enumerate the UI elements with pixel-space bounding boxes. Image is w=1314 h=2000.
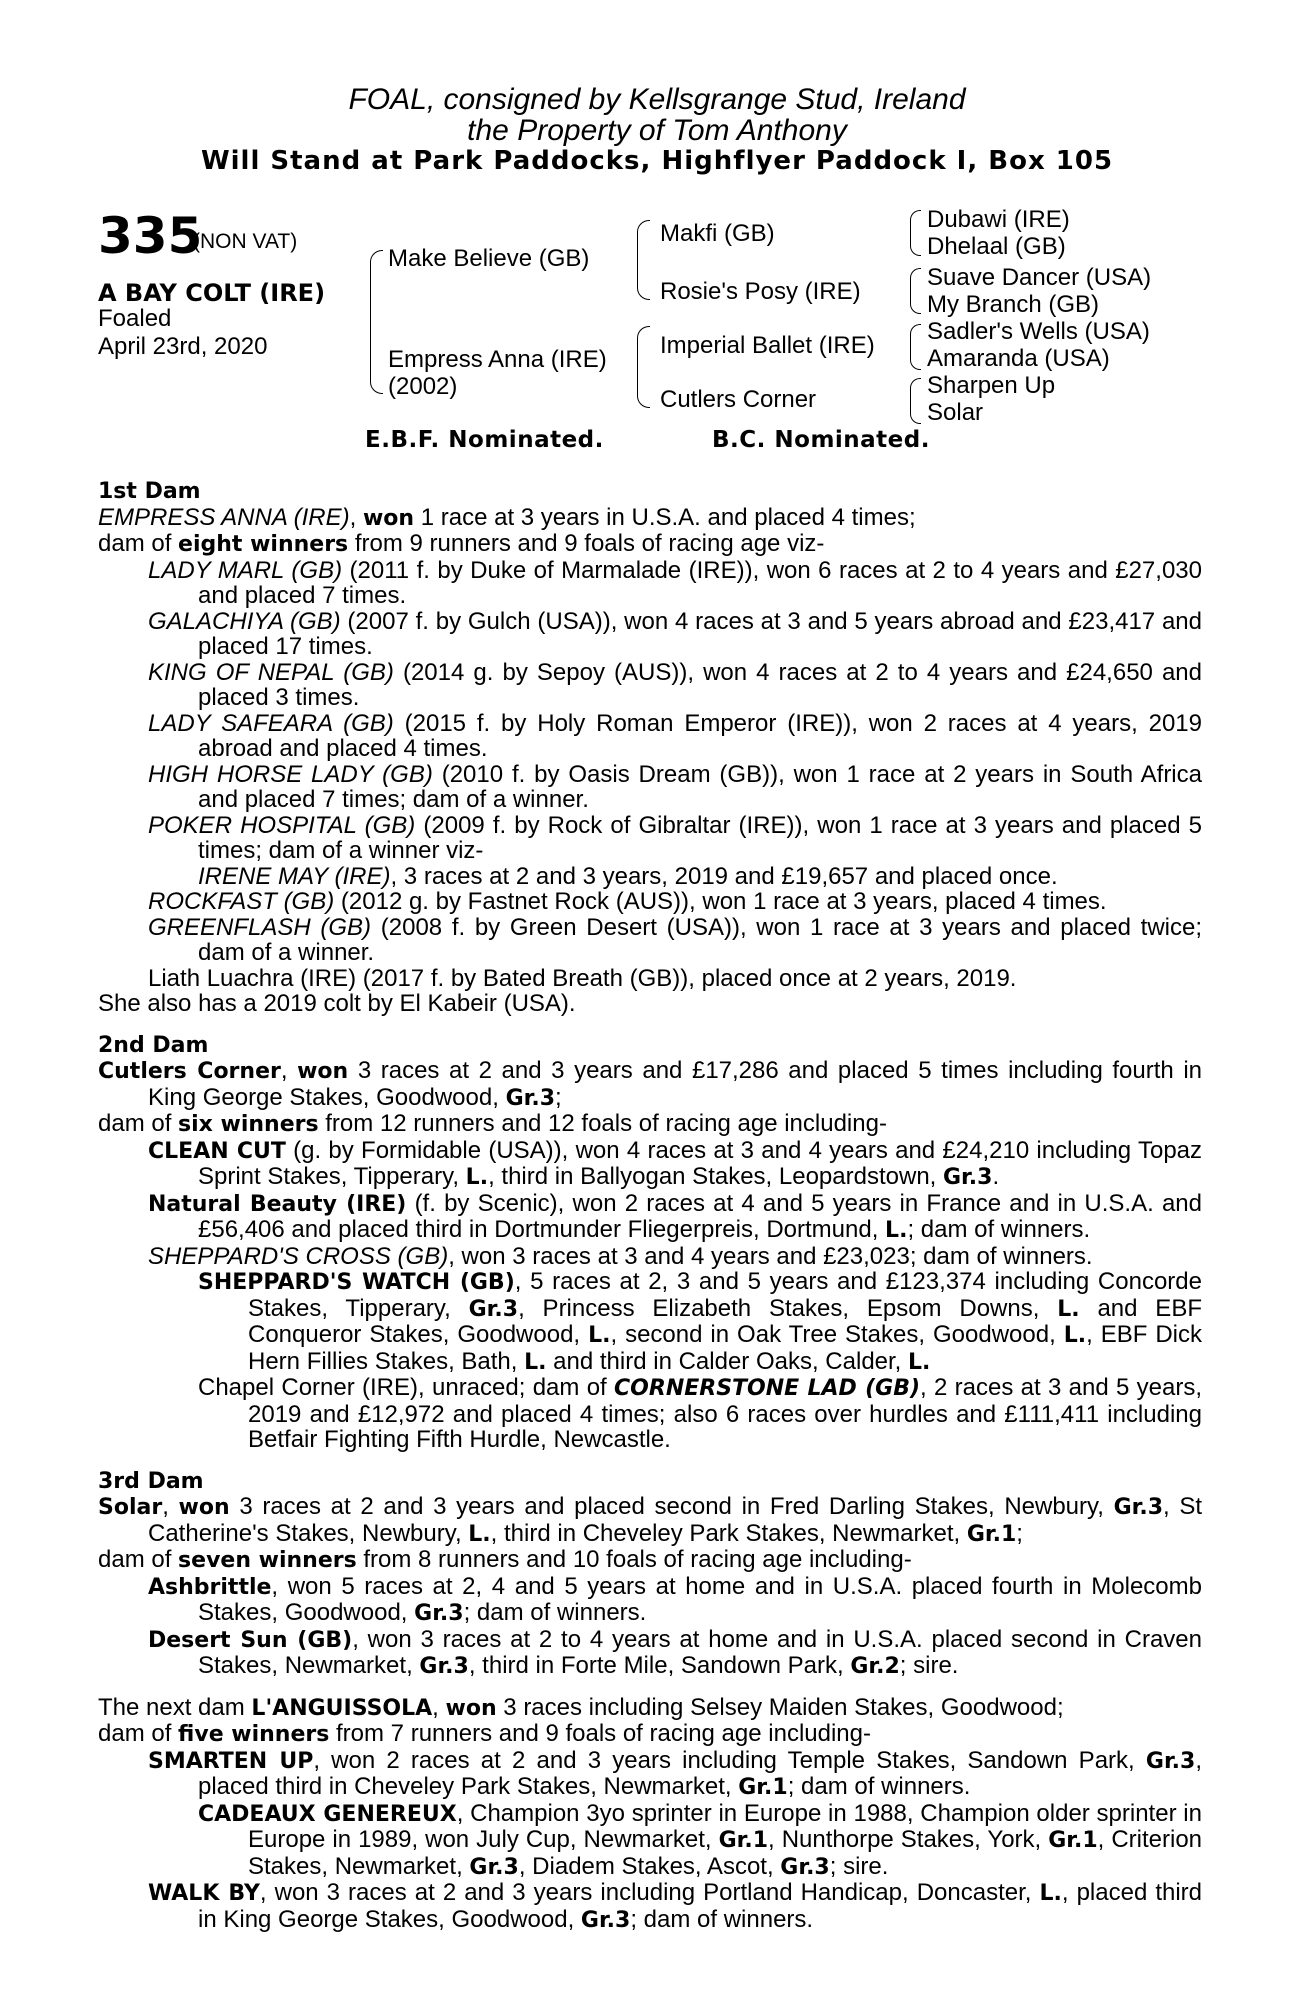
progeny-sub-entry: CADEAUX GENEREUX, Champion 3yo sprinter in Europe in 1988, Champion older sprinter in Europe in 1989, won July Cup, Newmarket, Gr.1, Nunthorpe Stakes, York, Gr.1, Criterion Stakes, Newmarket, Gr.3, Diadem Stakes, Ascot, Gr.3; sire. (198, 1799, 1203, 1880)
ancestor-g5: Sadler's Wells (USA) (927, 318, 1150, 345)
pedigree-brace-g1 (910, 210, 921, 256)
next-dam-line: The next dam L'ANGUISSOLA, won 3 races including Selsey Maiden Stakes, Goodwood; (98, 1693, 1064, 1721)
progeny-entry: SHEPPARD'S CROSS (GB), won 3 races at 3 and 4 years and £23,023; dam of winners. (148, 1242, 1093, 1270)
progeny-entry: Desert Sun (GB), won 3 races at 2 to 4 years at home and in U.S.A. placed second in Craven Stakes, Newmarket, Gr.3, third in Forte Mile, Sandown Park, Gr.2; sire. (148, 1625, 1202, 1679)
ancestor-g7: Sharpen Up (927, 372, 1056, 399)
consignor-line: FOAL, consigned by Kellsgrange Stud, Ireland (348, 83, 966, 116)
pedigree-brace-sire (637, 220, 650, 300)
section-heading: 2nd Dam (98, 1032, 209, 1058)
lot-number: 335 (98, 207, 203, 265)
dam-name: Empress Anna (IRE) (388, 346, 607, 373)
pedigree-brace-g2 (910, 268, 921, 314)
progeny-entry: Liath Luachra (IRE) (2017 f. by Bated Breath (GB)), placed once at 2 years, 2019. (148, 964, 1017, 992)
ancestor-g1: Dubawi (IRE) (927, 206, 1070, 233)
lot-name: A BAY COLT (IRE) (98, 279, 326, 307)
progeny-entry: SMARTEN UP, won 2 races at 2 and 3 years including Temple Stakes, Sandown Park, Gr.3, placed third in Cheveley Park Stakes, Newmarket, Gr.1; dam of winners. (148, 1746, 1202, 1800)
dam-of-line: dam of seven winners from 8 runners and 10 foals of racing age including- (98, 1546, 912, 1573)
vat-status: (NON VAT) (193, 230, 298, 253)
dam-dam-name: Cutlers Corner (660, 386, 817, 413)
dam-year: (2002) (388, 373, 458, 400)
dam-record-line: Solar, won 3 races at 2 and 3 years and placed second in Fred Darling Stakes, Newbury, Gr.3, St Catherine's Stakes, Newbury, L., third in Cheveley Park Stakes, Newmarket, Gr.1; (98, 1493, 1203, 1547)
horse-name: EMPRESS ANNA (IRE) (98, 503, 350, 531)
ebf-nomination: E.B.F. Nominated. (365, 427, 604, 453)
progeny-sub-entry: IRENE MAY (IRE), 3 races at 2 and 3 years, 2019 and £19,657 and placed once. (198, 862, 1058, 890)
progeny-entry: POKER HOSPITAL (GB) (2009 f. by Rock of Gibraltar (IRE)), won 1 race at 3 years and placed 5 times; dam of a winner viz- (148, 811, 1202, 864)
progeny-entry: KING OF NEPAL (GB) (2014 g. by Sepoy (AUS)), won 4 races at 2 to 4 years and £24,650 and placed 3 times. (148, 658, 1202, 711)
progeny-sub-entry: Chapel Corner (IRE), unraced; dam of CORNERSTONE LAD (GB), 2 races at 3 and 5 years, 2019 and £12,972 and placed 4 times; also 6 races over hurdles and £111,411 including Betfair Fighting Fifth Hurdle, Newcastle. (198, 1374, 1203, 1453)
dam-of-line: dam of six winners from 12 runners and 12 foals of racing age including- (98, 1110, 887, 1137)
progeny-entry: HIGH HORSE LADY (GB) (2010 f. by Oasis Dream (GB)), won 1 race at 2 years in South Africa and placed 7 times; dam of a winner. (148, 760, 1202, 813)
pedigree-brace-g4 (910, 378, 921, 424)
progeny-entry: LADY MARL (GB) (2011 f. by Duke of Marmalade (IRE)), won 6 races at 2 to 4 years and £27,030 and placed 7 times. (148, 556, 1202, 609)
pedigree-brace-dam (637, 326, 650, 408)
ancestor-g8: Solar (927, 399, 984, 426)
dam-of-line: dam of eight winners from 9 runners and 9 foals of racing age viz- (98, 530, 825, 557)
dam-record-line: Cutlers Corner, won 3 races at 2 and 3 years and £17,286 and placed 5 times including fourth in King George Stakes, Goodwood, Gr.3; (98, 1057, 1203, 1111)
dam-produce-record (98, 478, 1202, 1933)
ancestor-g6: Amaranda (USA) (927, 345, 1110, 372)
sire-sire-name: Makfi (GB) (660, 220, 775, 247)
progeny-entry: Natural Beauty (IRE) (f. by Scenic), won 2 races at 4 and 5 years in France and in U.S.A. and £56,406 and placed third in Dortmunder Fliegerpreis, Dortmund, L.; dam of winners. (148, 1189, 1202, 1243)
dam-record-line: EMPRESS ANNA (IRE), won 1 race at 3 years in U.S.A. and placed 4 times; (98, 503, 916, 531)
ancestor-g2: Dhelaal (GB) (927, 233, 1066, 260)
pedigree-brace-parents (370, 250, 383, 394)
progeny-entry: GALACHIYA (GB) (2007 f. by Gulch (USA)), won 4 races at 3 and 5 years abroad and £23,417 and placed 17 times. (148, 607, 1202, 660)
pedigree-brace-g3 (910, 324, 921, 370)
property-line: the Property of Tom Anthony (467, 114, 847, 147)
foaled-date: April 23rd, 2020 (98, 333, 268, 360)
progeny-entry: LADY SAFEARA (GB) (2015 f. by Holy Roman Emperor (IRE)), won 2 races at 4 years, 2019 abroad and placed 4 times. (148, 709, 1202, 762)
ancestor-g4: My Branch (GB) (927, 291, 1100, 318)
progeny-entry: CLEAN CUT (g. by Formidable (USA)), won 4 races at 3 and 4 years and £24,210 including Topaz Sprint Stakes, Tipperary, L., third in Ballyogan Stakes, Leopardstown, Gr.3. (148, 1136, 1203, 1190)
foaled-label: Foaled (98, 305, 172, 332)
progeny-entry: WALK BY, won 3 races at 2 and 3 years including Portland Handicap, Doncaster, L., placed third in King George Stakes, Goodwood, Gr.3; dam of winners. (148, 1879, 1203, 1933)
bc-nomination: B.C. Nominated. (712, 427, 930, 453)
section-heading: 3rd Dam (98, 1468, 204, 1494)
progeny-sub-entry: SHEPPARD'S WATCH (GB), 5 races at 2, 3 and 5 years and £123,374 including Concorde Stakes, Tipperary, Gr.3, Princess Elizabeth Stakes, Epsom Downs, L. and EBF Conqueror Stakes, Goodwood, L., second in Oak Tree Stakes, Goodwood, L., EBF Dick Hern Fillies Stakes, Bath, L. and third in Calder Oaks, Calder, L. (198, 1268, 1203, 1375)
progeny-entry: Ashbrittle, won 5 races at 2, 4 and 5 years at home and in U.S.A. placed fourth in Molecomb Stakes, Goodwood, Gr.3; dam of winners. (148, 1572, 1202, 1626)
section-heading: 1st Dam (98, 479, 201, 504)
ancestor-g3: Suave Dancer (USA) (927, 264, 1152, 291)
additional-produce: She also has a 2019 colt by El Kabeir (USA). (98, 990, 576, 1017)
progeny-entry: ROCKFAST (GB) (2012 g. by Fastnet Rock (AUS)), won 1 race at 3 years, placed 4 times. (148, 888, 1107, 915)
stand-location-line: Will Stand at Park Paddocks, Highflyer Paddock I, Box 105 (200, 146, 1114, 176)
dam-of-line: dam of five winners from 7 runners and 9 foals of racing age including- (98, 1720, 871, 1747)
sire-name: Make Believe (GB) (388, 245, 590, 272)
sire-dam-name: Rosie's Posy (IRE) (660, 278, 861, 305)
dam-sire-name: Imperial Ballet (IRE) (660, 332, 875, 359)
progeny-entry: GREENFLASH (GB) (2008 f. by Green Desert (USA)), won 1 race at 3 years and placed twice; dam of a winner. (148, 913, 1203, 966)
